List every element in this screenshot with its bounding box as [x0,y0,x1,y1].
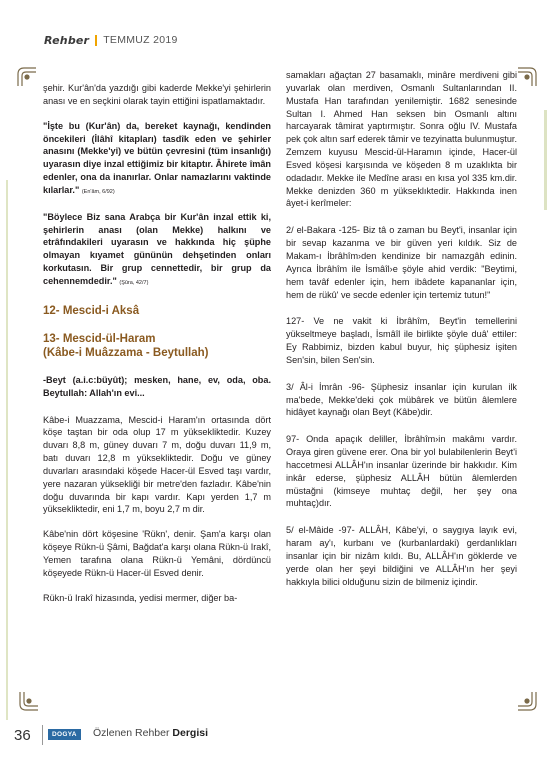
left-column [43,82,271,604]
paragraph: Kâbe-i Muazzama, Mescid-i Haram'ın ortasında dört köşe taştan bir oda olup 17 m yüksekliktedir. Kuzey duvarı 8,8 m, güney duvarı 7 m, doğu duvarı 11,9 m, batı duvarı 12,8 m yüksekliktedir. Doğu ve güney duvarları arasındaki köşede Hacer-ül Esved taşı vardır, yere nazaran yüksekliği bir metre'den fazladır. Kâbe'nin doğu duvarında bir kapı vardır. Kapı yerden 1,7 m yüksekliktedir, eni 1,7 m, boyu 2,7 m dir. [43,414,271,515]
verse-paragraph: 97- Onda apaçık deliller, İbrâhîm›in makâmı vardır. Oraya giren güvene erer. Ona bir yol bulabilenlerin Beyt'i haccetmesi ALLÂH'ın insanlar üzerinde bir hakkıdır. Kim inkâr ederse, şüphesiz ALLÂH bütün âlemlerden müstağni (kimseye muhtaç değil, her şey ona muhtaç)dır. [286,434,517,509]
page-footer [0,724,553,748]
paragraph: Kâbe'nin dört köşesine 'Rükn', denir. Şam'a karşı olan köşeye Rükn-ü Şâmi, Bağdat'a karşı olana Rükn-ü Irakî, Yemen tarafına olana Rükn-ü Yemâni, dördüncü köşeyede Rükn-ü Hacer-ül Esved denir. [43,529,271,578]
magazine-name [93,727,208,739]
issue-date: TEMMUZ 2019 [103,34,178,46]
corner-ornament-icon [516,66,538,88]
right-column [286,69,517,589]
verse-quote [43,120,271,199]
magazine-name-regular: Özlenen Rehber [93,727,170,739]
verse-source: (Şûra, 42/7) [119,279,149,286]
publisher-badge: DOGYA [48,729,81,740]
paragraph: şehir. Kur'ân'da yazdığı gibi kaderde Mekke'yi şehirlerin anası ve en seçkini olarak tayin ettiğini ispatlamaktadır. [43,83,271,106]
verse-paragraph: 5/ el-Mâide -97- ALLÂH, Kâbe'yi, o saygıya layık evi, haram ay'ı, kurbanı ve (kurbanlardaki) gerdanlıkları insanlar için bir nizâm kıldı. Bu, ALLÂH'ın göklerde ve yerde olan her şeyi bildiğini ve ALLÂH'ın her şeyi hakkıyla bilici olduğunu sizin de bilmeniz içindir. [286,525,517,587]
magazine-brand: Rehber [44,33,90,47]
section-subheading: (Kâbe-i Muâzzama - Beytullah) [43,346,209,359]
verse-text: "İşte bu (Kur'ân) da, bereket kaynağı, kendinden öncekileri (İlâhî kitapları) tasdîk eden ve şehirler anasını (Mekke'yi) ve bütün çevresini (tüm insanlığı) uyarasın diye inzal ettiğimiz bir kitaptır. Âhirete îmân edenler, ona da inanırlar. Onlar namazlarını vaktinde kılarlar." [43,120,271,195]
paragraph: samakları ağaçtan 27 basamaklı, minâre merdiveni gibi yuvarlak olan merdiven, Osmanlı Sultanlarından II. Mustafa Han tarafından yenilemiştir. 1682 senesinde Sultan I. Ahmed Han seksen bin Osmanlı altını harcayarak tâmirat yaptırmıştır. Sonra oğlu IV. Mustafa pek çok altın sarf ederek tâmir ve tezyinatta bulunmuştur. Zemzem kuyusu Mescid-ül-Haramın içinde, Hacer-ül Esved köşesi karşısında ve köşeden 8 m uzaklıkta bir odadadır. Mekke ile Medîne arası en kısa yol 335 km.dir. Mekke denizden 360 m yükseklıktedir. Hakkında inen âyet-i kerîmeler: [286,70,517,209]
left-margin-rule [6,180,8,720]
right-margin-rule [544,110,547,210]
verse-text: "Böylece Biz sana Arabça bir Kur'ân inzal ettik ki, şehirlerin anası (olan Mekke) halkını ve etrâfındakileri uyarasın ve hakkında hiç şüphe olmayan kıyamet gününün dehşetinden onları korkutasın. Bir grup cennettedir, bir grup da cehennemdedir." [43,211,271,286]
definition: -Beyt (a.i.c:büyût); mesken, hane, ev, oda, oba. Beytullah: Allah'ın evi... [43,374,271,398]
section-heading: 13- Mescid-ül-Haram [43,332,156,345]
footer-divider [42,725,43,745]
verse-paragraph: 2/ el-Bakara -125- Biz tâ o zaman bu Beyt'i, insanlar için bir sevap kazanma ve bir güven yeri kıldık. Siz de Makam-ı İbrâhîm›den kendinize bir namazgâh edinin. Ayrıca İbrâhîm ile İsmâîl›e şöyle ahid verdik: "Beytimi, hem tavâf edenler için, hem ibâdete kapananlar için, hem de rükû' ve secde edenler için tertemiz tutun!" [286,225,517,300]
corner-ornament-icon [516,690,538,712]
section-heading: 12- Mescid-i Aksâ [43,304,140,317]
corner-ornament-icon [18,690,40,712]
verse-paragraph: 3/ Âl-i İmrân -96- Şüphesiz insanlar için kurulan ilk ma'bede, Mekke'deki çok mübârek ve bütün âlemlere hidâyet kaynağı olan Beyt (Kâbe)dir. [286,381,517,418]
header-divider [95,35,97,46]
verse-quote [43,211,271,290]
paragraph: Rükn-ü Irakî hizasında, yedisi mermer, diğer ba- [43,592,238,603]
page-header [44,33,178,47]
verse-paragraph: 127- Ve ne vakit ki İbrâhîm, Beyt'in temellerini yükseltmeye başladı, İsmâîl ile birlikte şöyle duâ' ettiler: Ey Rabbimiz, bizden kabul buyur, hiç şüphesiz işiten Sen'sin, bilen Sen'sin. [286,316,517,365]
verse-source: (En'âm, 6/92) [81,188,115,195]
page-number: 36 [14,727,31,744]
magazine-name-bold: Dergisi [172,727,208,739]
corner-ornament-icon [16,66,38,88]
